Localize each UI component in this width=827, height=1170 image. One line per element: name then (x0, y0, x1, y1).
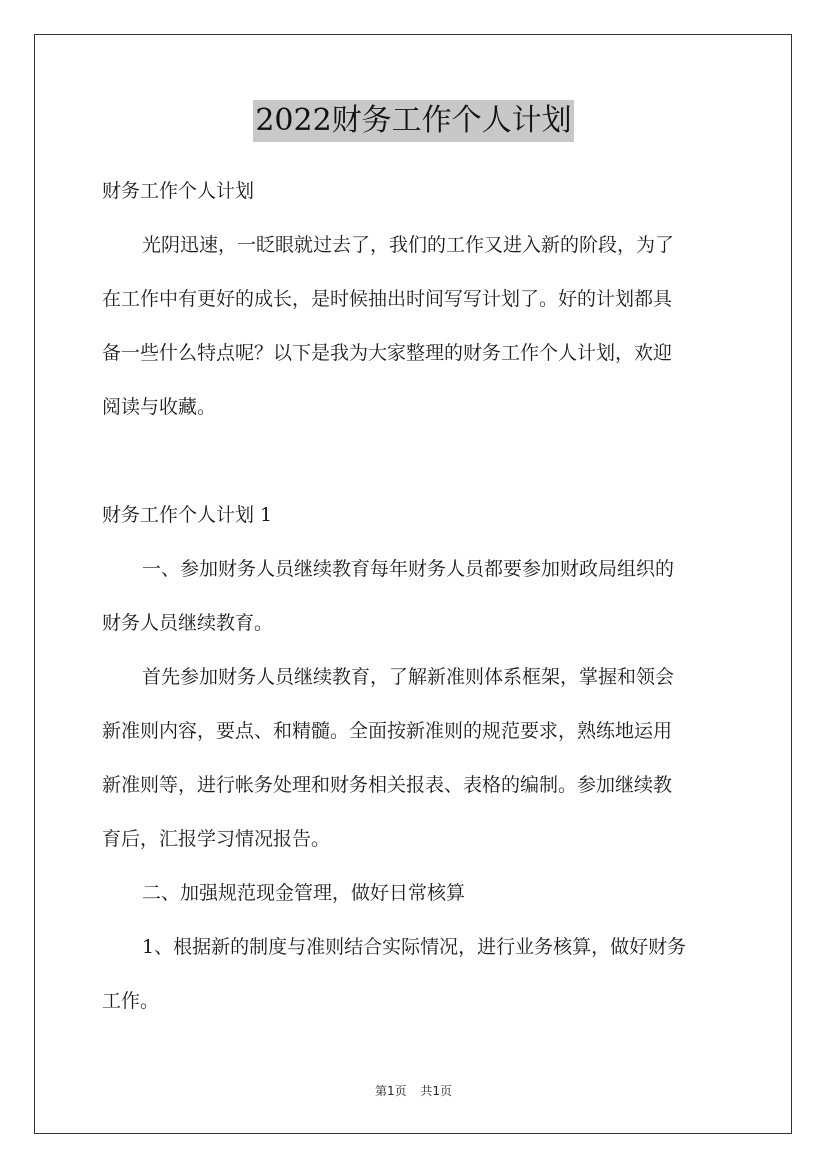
subtitle: 财务工作个人计划 (102, 180, 255, 202)
document-title: 2022财务工作个人计划 (253, 100, 573, 142)
item1-detail-line-3: 新准则等，进行帐务处理和财务相关报表、表格的编制。参加继续教 (102, 774, 673, 796)
intro-line-1: 光阴迅速，一眨眼就过去了，我们的工作又进入新的阶段，为了 (142, 234, 675, 256)
blank-line (102, 434, 730, 488)
intro-line-2: 在工作中有更好的成长，是时候抽出时间写写计划了。好的计划都具 (102, 288, 673, 310)
page-footer (0, 1082, 827, 1099)
intro-line-4: 阅读与收藏。 (102, 396, 217, 418)
section-heading: 财务工作个人计划 1 (102, 504, 273, 526)
item2-sub1-line-1: 1、根据新的制度与准则结合实际情况，进行业务核算，做好财务 (142, 936, 687, 958)
item1-detail-line-2: 新准则内容，要点、和精髓。全面按新准则的规范要求，熟练地运用 (102, 720, 673, 742)
item1-line-2: 财务人员继续教育。 (102, 612, 274, 634)
page-total: 共1页 (420, 1084, 453, 1098)
item1-line-1: 一、参加财务人员继续教育每年财务人员都要参加财政局组织的 (142, 558, 675, 580)
intro-line-3: 备一些什么特点呢？以下是我为大家整理的财务工作个人计划，欢迎 (102, 342, 673, 364)
page-number: 第1页 (374, 1084, 407, 1098)
document-body (102, 164, 730, 1028)
item1-detail-line-4: 育后，汇报学习情况报告。 (102, 828, 331, 850)
item1-detail-line-1: 首先参加财务人员继续教育，了解新准则体系框架，掌握和领会 (142, 666, 675, 688)
item2-sub1-line-2: 工作。 (102, 990, 160, 1012)
title-wrap (0, 100, 827, 142)
item2-heading: 二、加强规范现金管理，做好日常核算 (142, 882, 466, 904)
